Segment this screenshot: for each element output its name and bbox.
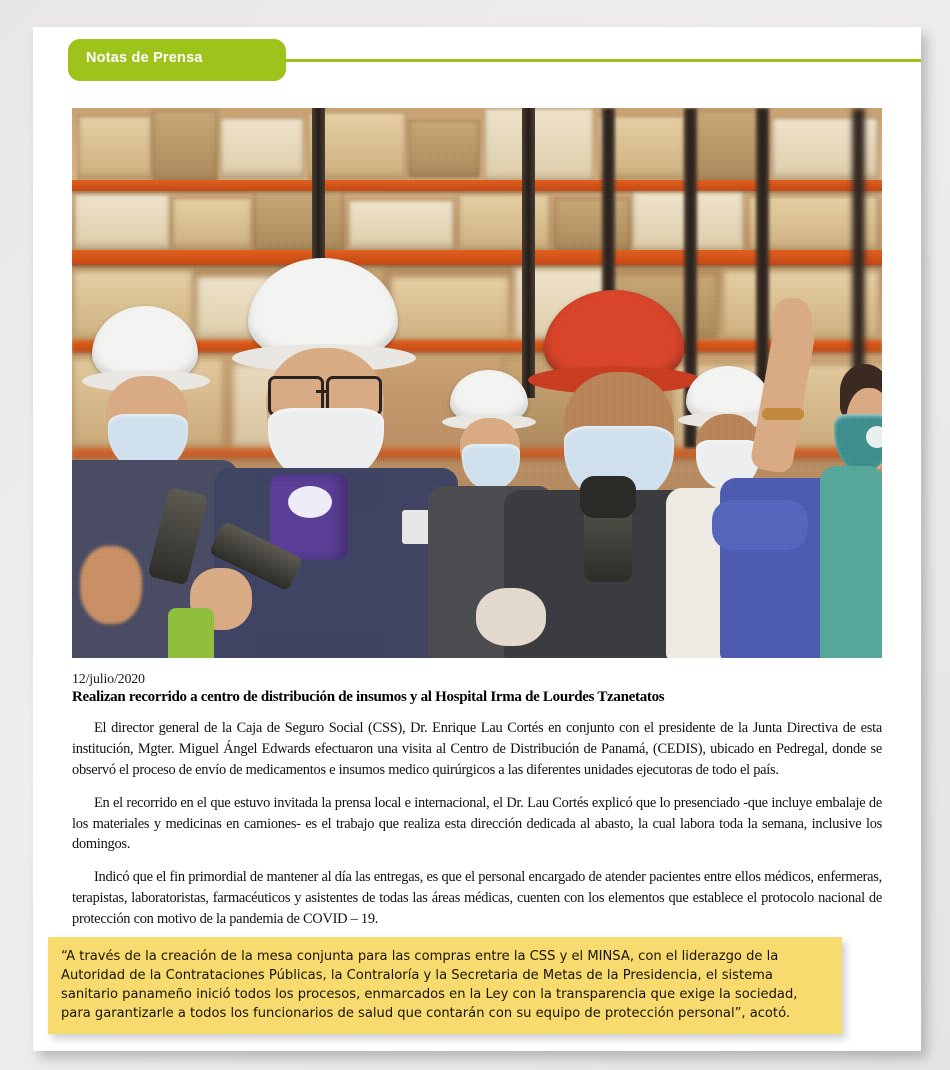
- foreground-hand: [80, 546, 142, 624]
- section-tab-notas-de-prensa[interactable]: [68, 39, 286, 81]
- warehouse-carton: [484, 108, 594, 182]
- rack-upright: [522, 108, 535, 398]
- warehouse-carton: [74, 194, 170, 250]
- arm-sleeve: [712, 500, 808, 550]
- section-tab-label: Notas de Prensa: [86, 50, 203, 66]
- mic-flag-green: [168, 608, 214, 658]
- mask-logo: [866, 426, 882, 448]
- article-paragraph-2: En el recorrido en el que estuvo invitada la prensa local e internacional, el Dr. Lau Cortés explicó que lo presenciado -que incluye embalaje de los materiales y medicinas en camiones- es el trabajo que realiza esta dirección dedicada al abasto, la cual labora toda la semana, inclusive los domingos.: [72, 794, 882, 853]
- news-photo-canvas: [72, 108, 882, 658]
- warehouse-carton: [220, 118, 304, 178]
- article-date: 12/julio/2020: [72, 672, 145, 687]
- warehouse-carton: [554, 198, 630, 252]
- warehouse-carton: [408, 120, 480, 178]
- warehouse-carton: [348, 200, 454, 250]
- warehouse-carton: [78, 116, 152, 180]
- warehouse-carton: [152, 110, 218, 182]
- mic-head: [580, 476, 636, 518]
- wrist-bracelet: [762, 408, 804, 420]
- document-page: [33, 27, 921, 1051]
- header-divider-line: [283, 59, 921, 62]
- gloved-hand: [476, 588, 546, 646]
- warehouse-carton: [254, 192, 344, 252]
- news-photo: [72, 108, 882, 658]
- warehouse-carton: [172, 198, 252, 250]
- warehouse-carton: [458, 194, 550, 252]
- mic-station-logo: [288, 486, 332, 518]
- article-headline: Realizan recorrido a centro de distribución de insumos y al Hospital Irma de Lourdes Tzanetatos: [72, 689, 665, 705]
- article-body: [72, 672, 882, 942]
- page-header: [33, 27, 921, 89]
- article-paragraph-1: El director general de la Caja de Seguro Social (CSS), Dr. Enrique Lau Cortés en conjunto con el presidente de la Junta Directiva de esta institución, Mgter. Miguel Ángel Edwards efectuaron una visita al Centro de Distribución de Panamá, (CEDIS), ubicado en Pedregal, donde se observó el proceso de envío de medicamentos e insumos medico quirúrgicos a las diferentes unidades ejecutoras de todo el país.: [72, 720, 882, 778]
- article-paragraph-3: Indicó que el fin primordial de mantener al día las entregas, es que el personal encargado de atender pacientes entre ellos médicos, enfermeras, terapistas, laboratoristas, farmacéuticos y asistentes de todas las áreas médicas, cuenten con los elementos que establece el protocolo nacional de protección con motivo de la pandemia de COVID – 19.: [72, 869, 882, 927]
- quote-text: “A través de la creación de la mesa conjunta para las compras entre la CSS y el MINSA, con el liderazgo de la Autoridad de la Contrataciones Públicas, la Contraloría y la Secretaria de Metas de la Presidencia, el sistema sanitario panameño inició todos los procesos, enmarcados en la Ley con la transparencia que exige la sociedad, para garantizarle a todos los funcionarios de salud que contarán con su equipo de protección personal”, acotó.: [61, 949, 798, 1022]
- eyeglasses-bridge: [316, 390, 328, 393]
- raised-hand: [772, 298, 812, 346]
- highlighted-quote-box: [48, 937, 842, 1034]
- torso-teal: [820, 466, 882, 658]
- warehouse-carton: [390, 276, 510, 344]
